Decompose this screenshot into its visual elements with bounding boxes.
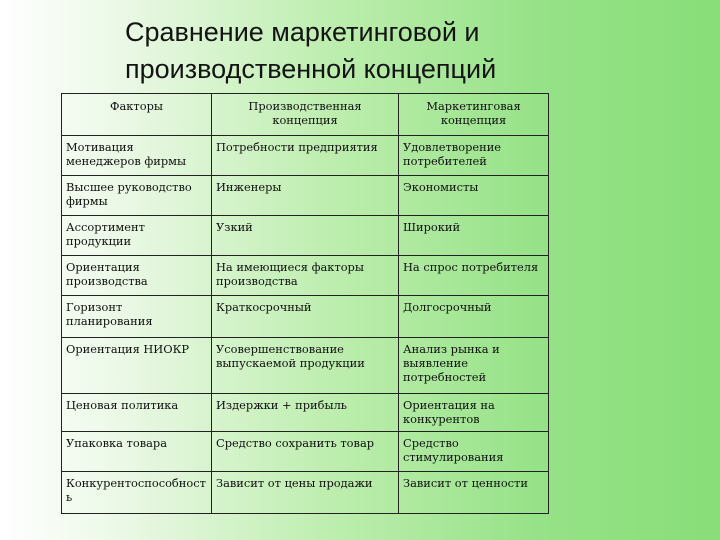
marketing-cell: На спрос потребителя [399, 256, 549, 296]
table-row [62, 256, 549, 296]
marketing-cell: Средство стимулирования [399, 432, 549, 472]
table-row [62, 432, 549, 472]
header-marketing-concept: Маркетинговая концепция [399, 94, 549, 136]
comparison-table [61, 93, 549, 514]
marketing-cell: Экономисты [399, 176, 549, 216]
factor-cell: Упаковка товара [62, 432, 212, 472]
production-cell: Средство сохранить товар [212, 432, 399, 472]
production-cell: Краткосрочный [212, 296, 399, 338]
factor-cell: Горизонт планирования [62, 296, 212, 338]
marketing-cell: Анализ рынка и выявление потребностей [399, 338, 549, 394]
production-cell: Зависит от цены продажи [212, 472, 399, 514]
factor-cell: Мотивация менеджеров фирмы [62, 136, 212, 176]
marketing-cell: Удовлетворение потребителей [399, 136, 549, 176]
marketing-cell: Широкий [399, 216, 549, 256]
factor-cell: Высшее руководство фирмы [62, 176, 212, 216]
production-cell: Узкий [212, 216, 399, 256]
header-production-concept: Производственная концепция [212, 94, 399, 136]
marketing-cell: Ориентация на конкурентов [399, 394, 549, 432]
production-cell: На имеющиеся факторы производства [212, 256, 399, 296]
factor-cell: Ориентация НИОКР [62, 338, 212, 394]
production-cell: Издержки + прибыль [212, 394, 399, 432]
factor-cell: Конкурентоспособность [62, 472, 212, 514]
production-cell: Инженеры [212, 176, 399, 216]
slide-title-line-1: Сравнение маркетинговой и [125, 17, 480, 47]
production-cell: Усовершенствование выпускаемой продукции [212, 338, 399, 394]
table-header-row [62, 94, 549, 136]
marketing-cell: Долгосрочный [399, 296, 549, 338]
factor-cell: Ценовая политика [62, 394, 212, 432]
table-row [62, 176, 549, 216]
table-row [62, 296, 549, 338]
production-cell: Потребности предприятия [212, 136, 399, 176]
factor-cell: Ассортимент продукции [62, 216, 212, 256]
slide-title-line-2: производственной концепций [125, 54, 497, 84]
factor-cell: Ориентация производства [62, 256, 212, 296]
header-factors: Факторы [62, 94, 212, 136]
table-row [62, 216, 549, 256]
table-row [62, 472, 549, 514]
table-row [62, 394, 549, 432]
marketing-cell: Зависит от ценности [399, 472, 549, 514]
slide-title [125, 14, 685, 88]
table-row [62, 136, 549, 176]
table-row [62, 338, 549, 394]
